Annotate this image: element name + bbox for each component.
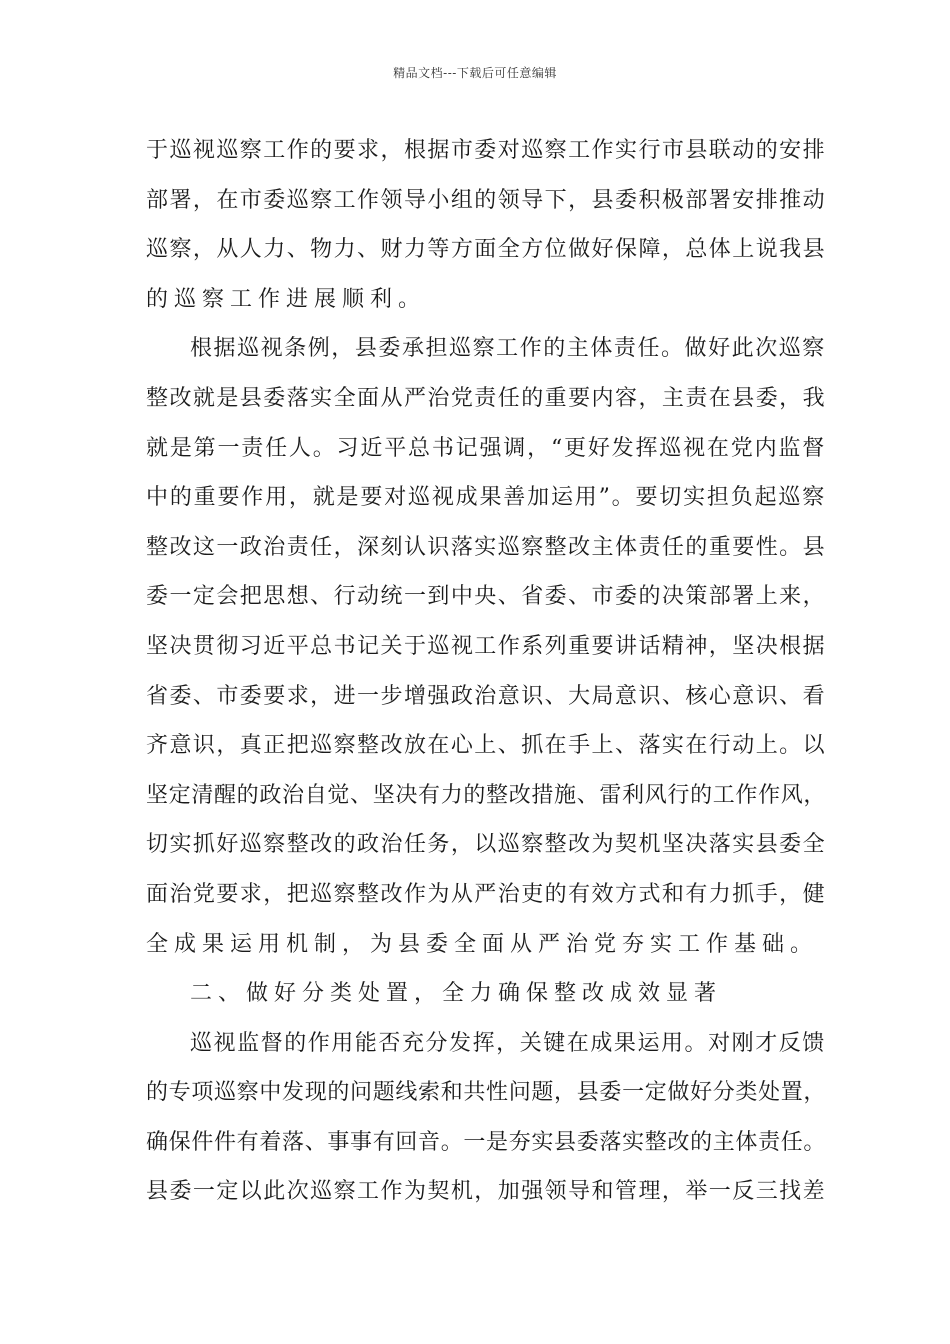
text-line: 全成果运用机制，为县委全面从严治党夯实工作基础。 [146,931,819,957]
text-line: 整改这一政治责任，深刻认识落实巡察整改主体责任的重要性。县 [146,534,827,560]
text-line: 委一定会把思想、行动统一到中央、省委、市委的决策部署上来， [146,584,827,610]
text-line: 省委、市委要求，进一步增强政治意识、大局意识、核心意识、看 [146,683,827,709]
text-line: 县委一定以此次巡察工作为契机，加强领导和管理，举一反三找差 [146,1179,827,1205]
text-line: 切实抓好巡察整改的政治任务，以巡察整改为契机坚决落实县委全 [146,832,827,858]
text-line: 齐意识，真正把巡察整改放在心上、抓在手上、落实在行动上。以 [146,733,827,759]
text-line: 坚定清醒的政治自觉、坚决有力的整改措施、雷利风行的工作作风， [146,782,827,808]
text-line: 面治党要求，把巡察整改作为从严治吏的有效方式和有力抓手，健 [146,881,827,907]
text-line: 坚决贯彻习近平总书记关于巡视工作系列重要讲话精神，坚决根据 [146,633,827,659]
text-line: 整改就是县委落实全面从严治党责任的重要内容，主责在县委，我 [146,385,827,411]
text-line: 的巡察工作进展顺利。 [146,286,427,312]
paragraph-start-line: 巡视监督的作用能否充分发挥，关键在成果运用。对刚才反馈 [190,1030,826,1056]
text-line: 部署，在市委巡察工作领导小组的领导下，县委积极部署安排推动 [146,187,827,213]
text-line: 中的重要作用，就是要对巡视成果善加运用”。要切实担负起巡察 [146,485,827,511]
text-line: 于巡视巡察工作的要求，根据市委对巡察工作实行市县联动的安排 [146,138,827,163]
paragraph-start-line: 根据巡视条例，县委承担巡察工作的主体责任。做好此次巡察 [190,336,826,362]
page-header: 精品文档---下载后可任意编辑 [393,66,557,80]
text-line: 就是第一责任人。习近平总书记强调，“更好发挥巡视在党内监督 [146,435,827,461]
text-line: 巡察，从人力、物力、财力等方面全方位做好保障，总体上说我县 [146,237,827,263]
text-line: 确保件件有着落、事事有回音。一是夯实县委落实整改的主体责任。 [146,1129,827,1155]
section-heading: 二、做好分类处置，全力确保整改成效显著 [190,981,723,1007]
text-line: 的专项巡察中发现的问题线索和共性问题，县委一定做好分类处置， [146,1080,827,1106]
document-body [146,131,826,1222]
